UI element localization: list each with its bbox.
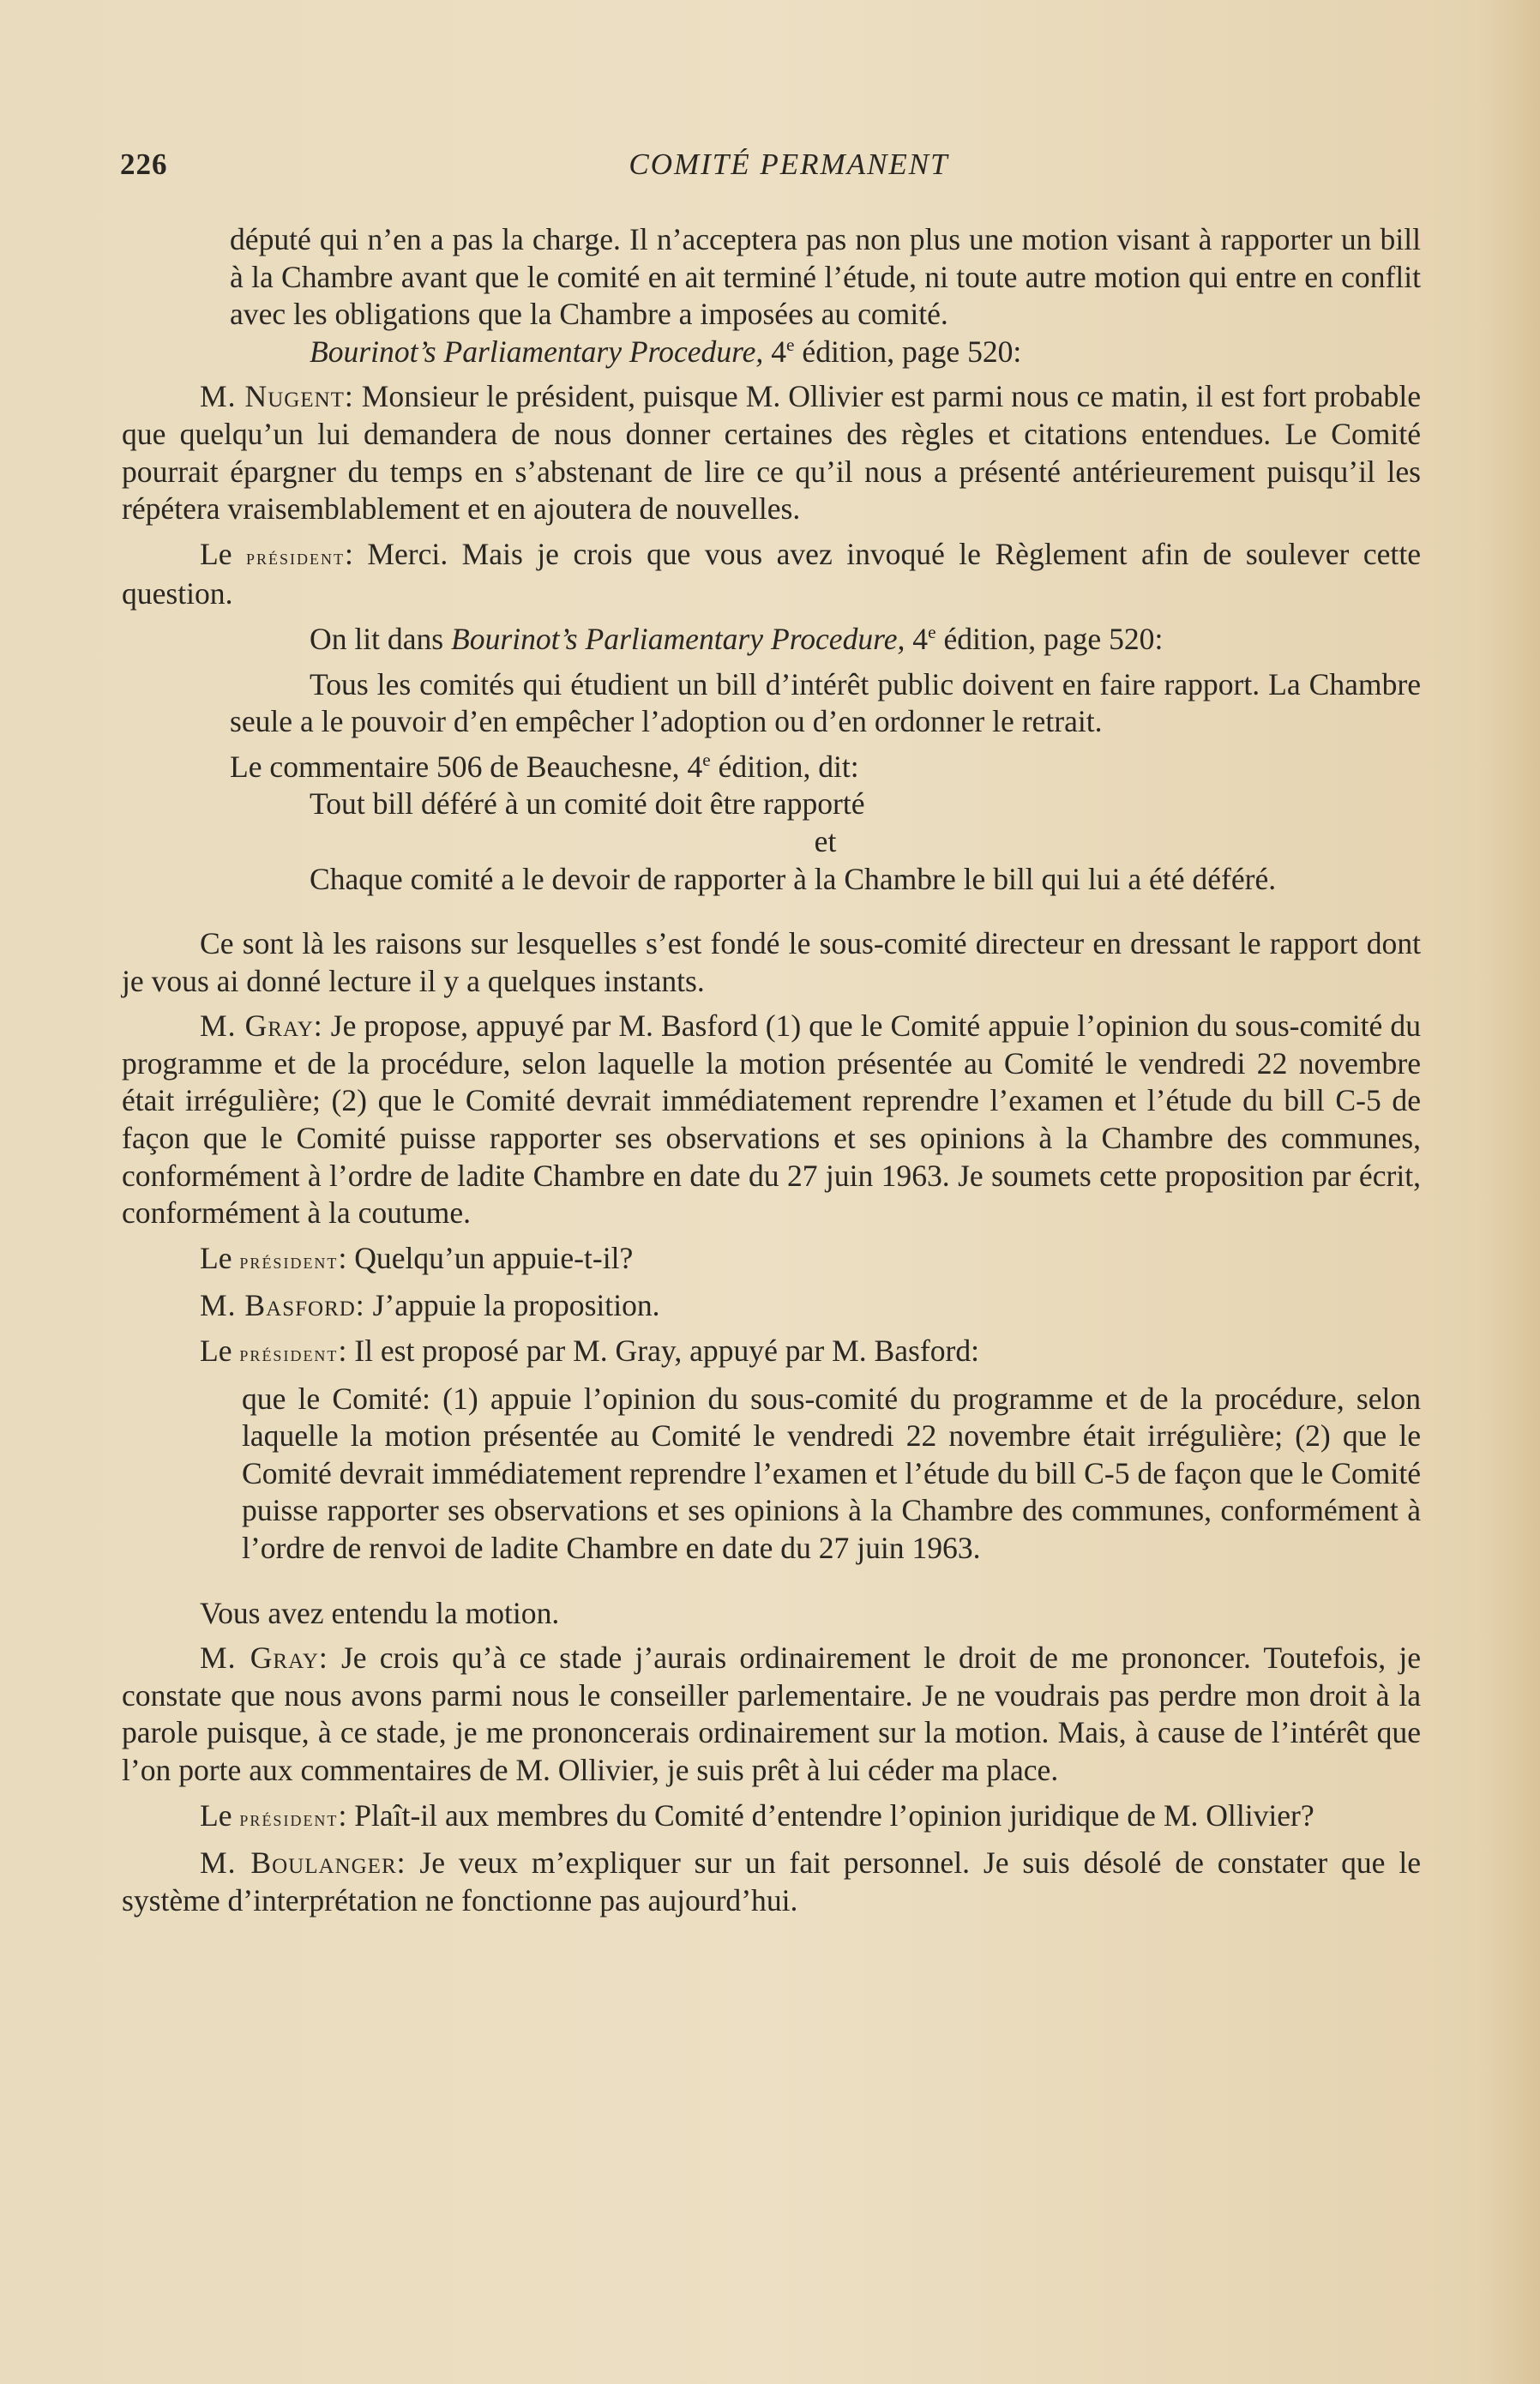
speaker-name: M. Gray: [200,1641,328,1676]
paragraph-president: Le président: Merci. Mais je crois que vous avez invoqué le Règlement afin de soulever cette question. [122,536,1421,611]
speaker-name: M. Gray: [200,1008,323,1044]
page-header [120,147,1458,190]
paragraph-nugent: M. Nugent: Monsieur le président, puisque M. Ollivier est parmi nous ce matin, il est fort probable que quelqu’un lui demandera de nous donner certaines des règles et citations entendues. Le Comité pourrait épargner du temps en s’abstenant de lire ce qu’il nous a présenté antérieurement puisqu’il les répétera vraisemblablement et en ajoutera de nouvelles. [122,379,1421,527]
book-title: Bourinot’s Parliamentary Procedure, [310,334,764,369]
paragraph-gray: M. Gray: Je crois qu’à ce stade j’aurais ordinairement le droit de me prononcer. Toutefois, je constate que nous avons parmi nous le conseiller parlementaire. Je ne voudrais pas perdre mon droit à la parole puisque, à ce stade, je me prononcerais ordinairement sur la motion. Mais, à cause de l’intérêt que l’on porte aux commentaires de M. Ollivier, je suis prêt à lui céder ma place. [122,1641,1421,1787]
quote-beauchesne-1: Tout bill déféré à un comité doit être rapporté [310,786,865,822]
book-title: Bourinot’s Parliamentary Procedure, [451,621,905,656]
speaker-name: président [246,544,346,569]
paragraph-beauchesne: Le commentaire 506 de Beauchesne, 4e édition, dit: [230,749,859,784]
paragraph-president: Le président: Il est proposé par M. Gray, appuyé par M. Basford: [200,1333,980,1369]
paragraph-basford: M. Basford: J’appuie la proposition. [200,1288,660,1323]
page-number: 226 [120,147,168,181]
paragraph-boulanger: M. Boulanger: Je veux m’expliquer sur un fait personnel. Je suis désolé de constater que le système d’interprétation ne fonctionne pas aujourd’hui. [122,1845,1422,1917]
running-head: COMITÉ PERMANENT [629,147,949,181]
quote-beauchesne-2: Chaque comité a le devoir de rapporter à la Chambre le bill qui lui a été déféré. [310,861,1277,896]
speaker-name: président [239,1341,339,1367]
paragraph-raisons: Ce sont là les raisons sur lesquelles s’est fondé le sous-comité directeur en dressant le rapport dont je vous ai donné lecture il y a quelques instants. [122,926,1421,998]
paragraph-president: Le président: Quelqu’un appuie-t-il? [200,1240,634,1275]
document-body [122,221,1421,1919]
paragraph-motion-heard: Vous avez entendu la motion. [200,1595,560,1630]
paragraph-citation: Bourinot’s Parliamentary Procedure, 4e édition, page 520: [310,334,1022,369]
paragraph-gray-motion: M. Gray: Je propose, appuyé par M. Basford (1) que le Comité appuie l’opinion du sous-comité du programme et de la procédure, selon laquelle la motion présentée au Comité le vendredi 22 novembre était irrégulière; (2) que le Comité devrait immédiatement reprendre l’examen et l’étude du bill C-5 de façon que le Comité puisse rapporter ses observations et ses opinions à la Chambre des communes, conformément à l’ordre de ladite Chambre en date du 27 juin 1963. Je soumets cette proposition par écrit, conformément à la coutume. [122,1008,1421,1231]
paragraph-president: Le président: Plaît-il aux membres du Comité d’entendre l’opinion juridique de M. Ollivier? [200,1797,1314,1833]
paragraph-quote-continuation: député qui n’en a pas la charge. Il n’acceptera pas non plus une motion visant à rapporter un bill à la Chambre avant que le comité en ait terminé l’étude, ni toute autre motion qui entre en conflit avec les obligations que la Chambre a imposées au comité. [230,222,1421,332]
quote-motion: que le Comité: (1) appuie l’opinion du sous-comité du programme et de la procédure, selon laquelle la motion présentée au Comité le vendredi 22 novembre était irrégulière; (2) que le Comité devrait immédiatement reprendre l’examen et l’étude du bill C-5 de façon que le Comité puisse rapporter ses observations et ses opinions à la Chambre des communes, conformément à l’ordre de renvoi de ladite Chambre en date du 27 juin 1963. [242,1381,1421,1565]
speaker-name: M. Nugent: [200,379,354,414]
paragraph-citation: On lit dans Bourinot’s Parliamentary Procedure, 4e édition, page 520: [310,621,1164,656]
quote-bourinot: Tous les comités qui étudient un bill d’intérêt public doivent en faire rapport. La Chambre seule a le pouvoir d’en empêcher l’adoption ou d’en ordonner le retrait. [230,666,1421,739]
speaker-name: président [239,1248,339,1273]
speaker-name: M. Basford: [200,1288,365,1323]
speaker-name: M. Boulanger: [200,1845,406,1881]
speaker-name: président [239,1805,339,1831]
quote-connector: et [814,823,837,858]
